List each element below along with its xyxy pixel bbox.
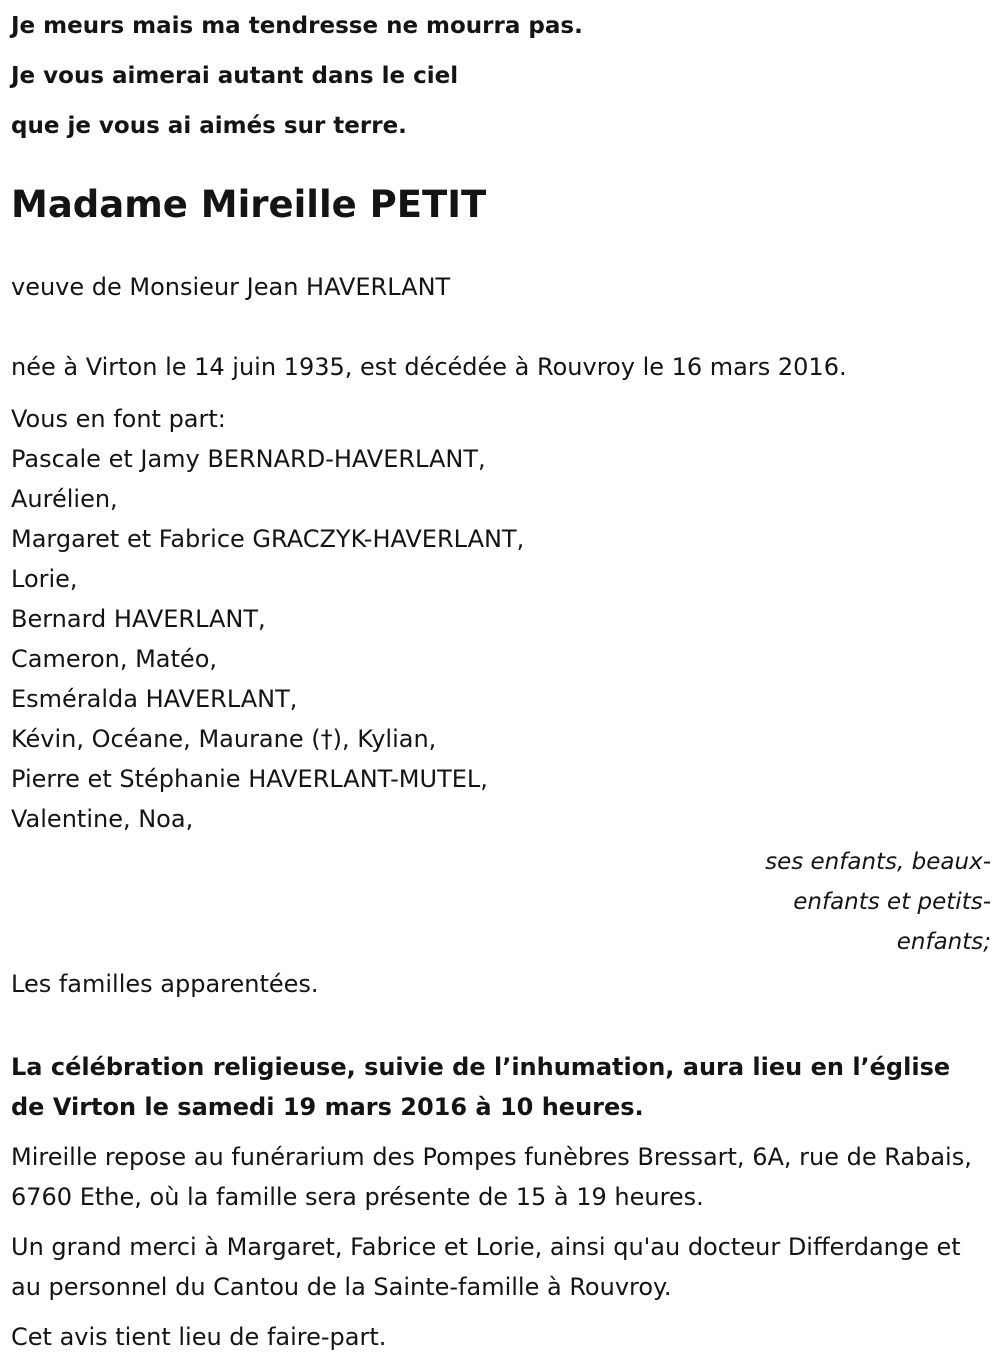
deceased-name: Madame Mireille PETIT xyxy=(11,183,487,226)
poem-line-2: Je vous aimerai autant dans le ciel xyxy=(11,63,459,89)
poem-line-1: Je meurs mais ma tendresse ne mourra pas. xyxy=(11,13,583,39)
birth-death-line: née à Virton le 14 juin 1935, est décédée à Rouvroy le 16 mars 2016. xyxy=(11,353,847,381)
poem xyxy=(11,0,991,151)
related-families: Les familles apparentées. xyxy=(11,970,319,998)
family-member: Pierre et Stéphanie HAVERLANT-MUTEL, xyxy=(11,765,488,793)
poem-line-3: que je vous ai aimés sur terre. xyxy=(11,113,407,139)
relation-line-2: enfants et petits- xyxy=(793,889,991,915)
family-relation-note xyxy=(751,842,991,962)
family-member: Valentine, Noa, xyxy=(11,805,194,833)
ceremony-announcement: La célébration religieuse, suivie de l’inhumation, aura lieu en l’église de Virton le samedi 19 mars 2016 à 10 heures. xyxy=(11,1053,951,1121)
family-member: Pascale et Jamy BERNARD-HAVERLANT, xyxy=(11,445,486,473)
obituary-notice xyxy=(11,0,991,1357)
relation-line-1: ses enfants, beaux- xyxy=(765,849,991,875)
widow-of-line: veuve de Monsieur Jean HAVERLANT xyxy=(11,273,451,301)
family-member: Kévin, Océane, Maurane (†), Kylian, xyxy=(11,725,437,753)
repose-info: Mireille repose au funérarium des Pompes funèbres Bressart, 6A, rue de Rabais, 6760 Ethe, où la famille sera présente de 15 à 19 heures. xyxy=(11,1143,972,1211)
family-member: Esméralda HAVERLANT, xyxy=(11,685,298,713)
family-intro: Vous en font part: xyxy=(11,405,226,433)
family-members-list xyxy=(11,439,991,839)
family-member: Aurélien, xyxy=(11,485,118,513)
thanks-paragraph: Un grand merci à Margaret, Fabrice et Lorie, ainsi qu'au docteur Differdange et au personnel du Cantou de la Sainte-famille à Rouvroy. xyxy=(11,1233,961,1301)
closing-line: Cet avis tient lieu de faire-part. xyxy=(11,1323,387,1351)
family-member: Bernard HAVERLANT, xyxy=(11,605,266,633)
family-member: Margaret et Fabrice GRACZYK-HAVERLANT, xyxy=(11,525,525,553)
relation-line-3: enfants; xyxy=(896,929,991,955)
family-member: Lorie, xyxy=(11,565,78,593)
family-member: Cameron, Matéo, xyxy=(11,645,218,673)
